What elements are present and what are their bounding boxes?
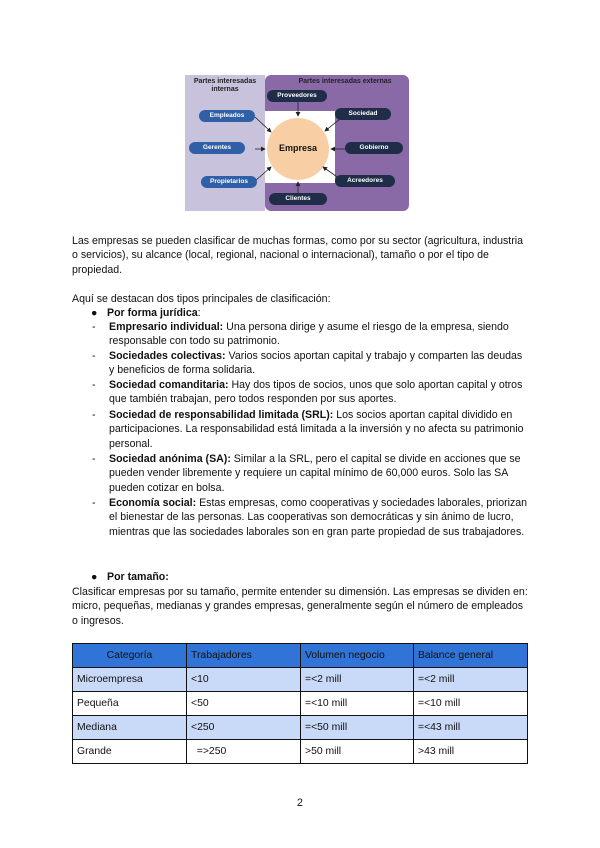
section1-title-suffix: : — [197, 307, 201, 319]
header-categoria: Categoría — [73, 644, 187, 668]
size-table — [72, 643, 528, 764]
node-empleados: Empleados — [199, 110, 255, 122]
table-cell: =<50 mill — [301, 716, 414, 740]
header-volumen: Volumen negocio — [301, 644, 414, 668]
table-cell: Microempresa — [73, 668, 187, 692]
item-text: Varios socios aportan capital y trabajo y comparten las deudas y beneficios de forma solidaria. — [109, 350, 523, 377]
table-cell: Grande — [73, 740, 187, 764]
table-cell: =>250 — [187, 740, 301, 764]
table-cell: >43 mill — [414, 740, 528, 764]
table-cell: =<10 mill — [301, 692, 414, 716]
center-label: Empresa — [278, 143, 318, 153]
lead-paragraph: Aquí se destacan dos tipos principales de clasificación: — [72, 293, 331, 305]
node-acreedores: Acreedores — [335, 175, 395, 187]
item-text: Estas empresas, como cooperativas y sociedades laborales, priorizan el bienestar de las personas. Las cooperativas son democráticas y sin ánimo de lucro, mientras que las sociedades laborales son en gran parte propiedad de sus trabajadores. — [109, 497, 528, 538]
section1-heading — [93, 306, 201, 320]
node-gerentes: Gerentes — [189, 142, 245, 154]
table-cell: Pequeña — [73, 692, 187, 716]
table-cell: <10 — [187, 668, 301, 692]
section1-title: Por forma jurídica — [107, 307, 198, 319]
item-term: Empresario individual: — [109, 321, 224, 333]
list-item: - Sociedad anónima (SA): Similar a la SRL, pero el capital se divide en acciones que se pueden vender libremente y requiere un capital mínimo de 60,000 euros. Solo las SA pueden cotizar en bolsa. — [92, 453, 521, 494]
list-item: - Empresario individual: Una persona dirige y asume el riesgo de la empresa, siendo responsable con todo su patrimonio. — [92, 321, 509, 348]
item-term: Sociedades colectivas: — [109, 350, 226, 362]
page-number: 2 — [297, 797, 303, 809]
table-cell: Mediana — [73, 716, 187, 740]
table-cell: <50 — [187, 692, 301, 716]
stakeholder-diagram — [185, 75, 409, 211]
intro-paragraph: Las empresas se pueden clasificar de muchas formas, como por su sector (agricultura, industria o servicios), su alcance (local, regional, nacional o internacional), tamaño o por el tipo de propiedad. — [72, 235, 524, 276]
item-text: Los socios aportan capital dividido en participaciones. La responsabilidad está limitada a la inversión y no afecta su patrimonio personal. — [109, 409, 524, 450]
item-text: Hay dos tipos de socios, unos que solo aportan capital y otros que también trabajan, pero todos responden por sus aportes. — [109, 379, 523, 406]
section2-paragraph: Clasificar empresas por su tamaño, permite entender su dimensión. Las empresas se dividen en: micro, pequeñas, medianas y grandes empresas, generalmente según el número de empleados o ingresos. — [72, 586, 528, 627]
item-term: Economía social: — [109, 497, 197, 509]
header-balance: Balance general — [414, 644, 528, 668]
list-item: - Economía social: Estas empresas, como cooperativas y sociedades laborales, priorizan el bienestar de las personas. Las cooperativas son democráticas y sin ánimo de lucro, mientras que las sociedades laborales son en gran parte propiedad de sus trabajadores. — [92, 497, 528, 538]
item-term: Sociedad anónima (SA): — [109, 453, 231, 465]
section2-heading — [93, 570, 169, 584]
table-cell: >50 mill — [301, 740, 414, 764]
table-row — [73, 668, 528, 692]
table-row — [73, 692, 528, 716]
header-trabajadores: Trabajadores — [187, 644, 301, 668]
list-item: - Sociedad comanditaria: Hay dos tipos de socios, unos que solo aportan capital y otros que también trabajan, pero todos responden por sus aportes. — [92, 379, 523, 406]
item-term: Sociedad comanditaria: — [109, 379, 229, 391]
table-header-row — [73, 644, 528, 668]
table-cell: <250 — [187, 716, 301, 740]
external-stakeholders-label: Partes interesadas externas — [298, 78, 392, 85]
list-item: - Sociedad de responsabilidad limitada (SRL): Los socios aportan capital dividido en participaciones. La responsabilidad está limitada a la inversión y no afecta su patrimonio personal. — [92, 409, 524, 450]
table-cell: =<2 mill — [414, 668, 528, 692]
node-proveedores: Proveedores — [267, 90, 327, 102]
section2-title: Por tamaño: — [107, 571, 169, 583]
table-cell: =<10 mill — [414, 692, 528, 716]
node-clientes: Clientes — [269, 193, 327, 205]
node-sociedad: Sociedad — [335, 108, 391, 120]
bullet-icon: ● — [91, 307, 98, 319]
item-term: Sociedad de responsabilidad limitada (SRL): — [109, 409, 334, 421]
internal-stakeholders-label: Partes interesadas internas — [193, 78, 257, 93]
node-gobierno: Gobierno — [345, 142, 403, 154]
table-cell: =<43 mill — [414, 716, 528, 740]
table-row — [73, 716, 528, 740]
table-row — [73, 740, 528, 764]
list-item: - Sociedades colectivas: Varios socios aportan capital y trabajo y comparten las deudas y beneficios de forma solidaria. — [92, 350, 523, 377]
node-propietarios: Propietarios — [201, 176, 257, 188]
item-text: Similar a la SRL, pero el capital se divide en acciones que se pueden vender libremente y requiere un capital mínimo de 60,000 euros. Solo las SA pueden cotizar en bolsa. — [109, 453, 521, 494]
bullet-icon: ● — [91, 571, 98, 583]
item-text: Una persona dirige y asume el riesgo de la empresa, siendo responsable con todo su patrimonio. — [109, 321, 509, 348]
table-cell: =<2 mill — [301, 668, 414, 692]
